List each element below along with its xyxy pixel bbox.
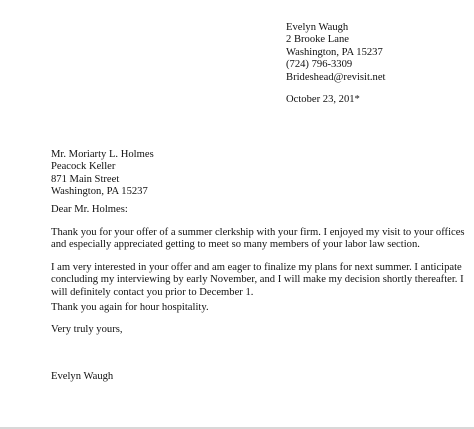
- sender-street: 2 Brooke Lane: [286, 34, 349, 46]
- sender-address-block: [286, 22, 385, 84]
- paragraph-line: will definitely contact you prior to December 1.: [51, 286, 254, 298]
- letter-date: October 23, 201*: [286, 94, 360, 105]
- paragraph-line: and especially appreciated getting to meet so many members of your labor law section.: [51, 239, 420, 251]
- paragraph-line: concluding my interviewing by early November, and I will make my decision shortly thereafter. I: [51, 274, 464, 286]
- recipient-name: Mr. Moriarty L. Holmes: [51, 149, 154, 160]
- body-paragraph-3: Thank you again for hour hospitality.: [51, 302, 209, 313]
- recipient-street: 871 Main Street: [51, 173, 120, 185]
- sender-name: Evelyn Waugh: [286, 22, 349, 33]
- complimentary-closing: Very truly yours,: [51, 324, 123, 335]
- sender-city-state-zip: Washington, PA 15237: [286, 46, 383, 58]
- body-paragraph-2: [51, 262, 464, 299]
- sender-email: Brideshead@revisit.net: [286, 71, 386, 83]
- recipient-city-state-zip: Washington, PA 15237: [51, 186, 148, 198]
- paragraph-line: Thank you for your offer of a summer clerkship with your firm. I enjoyed my visit to your offices: [51, 227, 465, 238]
- sender-phone: (724) 796-3309: [286, 59, 353, 71]
- signature-name: Evelyn Waugh: [51, 371, 114, 382]
- recipient-company: Peacock Keller: [51, 161, 116, 173]
- body-paragraph-1: [51, 227, 465, 252]
- paragraph-line: I am very interested in your offer and am eager to finalize my plans for next summer. I anticipate: [51, 262, 462, 273]
- recipient-address-block: [51, 149, 154, 199]
- salutation: Dear Mr. Holmes:: [51, 204, 128, 215]
